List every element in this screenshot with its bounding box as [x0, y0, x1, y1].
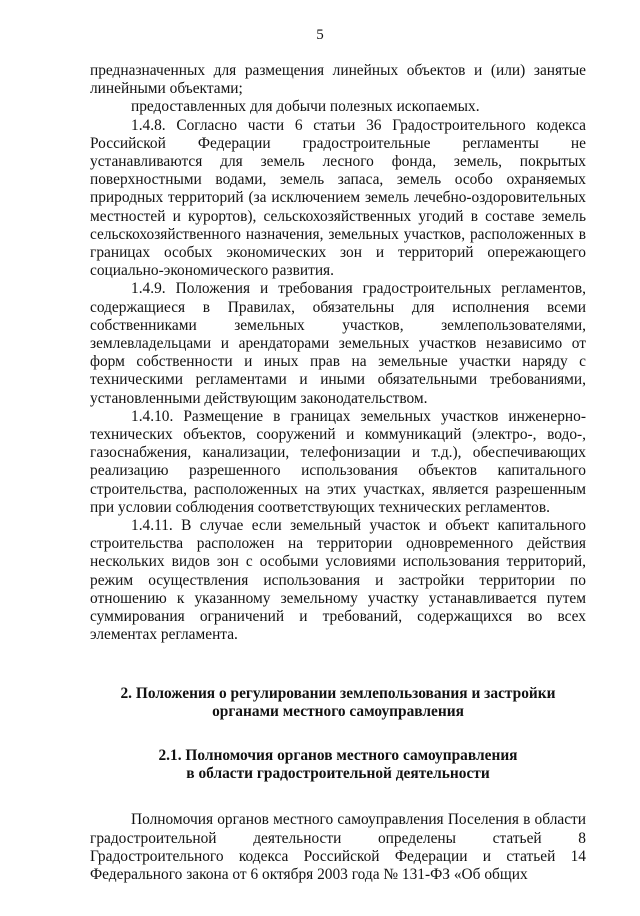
- spacer: [90, 721, 586, 747]
- paragraph-1-4-9: 1.4.9. Положения и требования градостроительных регламентов, содержащиеся в Правилах, обязательны для исполнения всеми собственниками земельных участков, землепользователями, землевладельцами и арендаторами земельных участков независимо от форм собственности и иных прав на земельные участки наряду с техническими регламентами и иными обязательными требованиями, установленными действующим законодательством.: [90, 280, 586, 407]
- subsection-heading-line-1: 2.1. Полномочия органов местного самоуправления: [158, 746, 518, 764]
- page-number: 5: [316, 27, 324, 43]
- spacer: [90, 645, 586, 685]
- spacer: [90, 783, 586, 811]
- paragraph-1-4-8: 1.4.8. Согласно части 6 статьи 36 Градостроительного кодекса Российской Федерации градостроительные регламенты не устанавливаются для земель лесного фонда, земель, покрытых поверхностными водами, земель запаса, земель особо охраняемых природных территорий (за исключением земель лечебно-оздоровительных местностей и курортов), сельскохозяйственных угодий в составе земель сельскохозяйственного назначения, земельных участков, расположенных в границах особых экономических зон и территорий опережающего социально-экономического развития.: [90, 116, 586, 280]
- section-heading-line-2: органами местного самоуправления: [212, 702, 464, 720]
- paragraph-1-4-10: 1.4.10. Размещение в границах земельных участков инженерно-технических объектов, сооружений и коммуникаций (электро-, водо-, газоснабжения, канализации, телефонизации и т.д.), обеспечивающих реализацию разрешенного использования объектов капитального строительства, расположенных на этих участках, является разрешенным при условии соблюдения соответствующих технических регламентов.: [90, 407, 586, 516]
- paragraph-continuation: предназначенных для размещения линейных объектов и (или) занятые линейными объектами;: [90, 62, 586, 98]
- section-heading-line-1: 2. Положения о регулировании землепользования и застройки: [120, 684, 556, 702]
- subsection-heading-line-2: в области градостроительной деятельности: [186, 765, 490, 783]
- paragraph-list-item: предоставленных для добычи полезных ископаемых.: [131, 98, 480, 116]
- paragraph-1-4-11: 1.4.11. В случае если земельный участок и объект капитального строительства расположен на территории одновременного действия нескольких видов зон с особыми условиями использования территорий, режим осуществления использования и застройки территории по отношению к указанному земельному участку устанавливается путем суммирования ограничений и требований, содержащихся во всех элементах регламента.: [90, 517, 586, 644]
- paragraph-powers: Полномочия органов местного самоуправления Поселения в области градостроительной деятельности определены статьей 8 Градостроительного кодекса Российской Федерации и статьей 14 Федерального закона от 6 октября 2003 года № 131-ФЗ «Об общих: [90, 811, 586, 883]
- document-body: [90, 62, 586, 884]
